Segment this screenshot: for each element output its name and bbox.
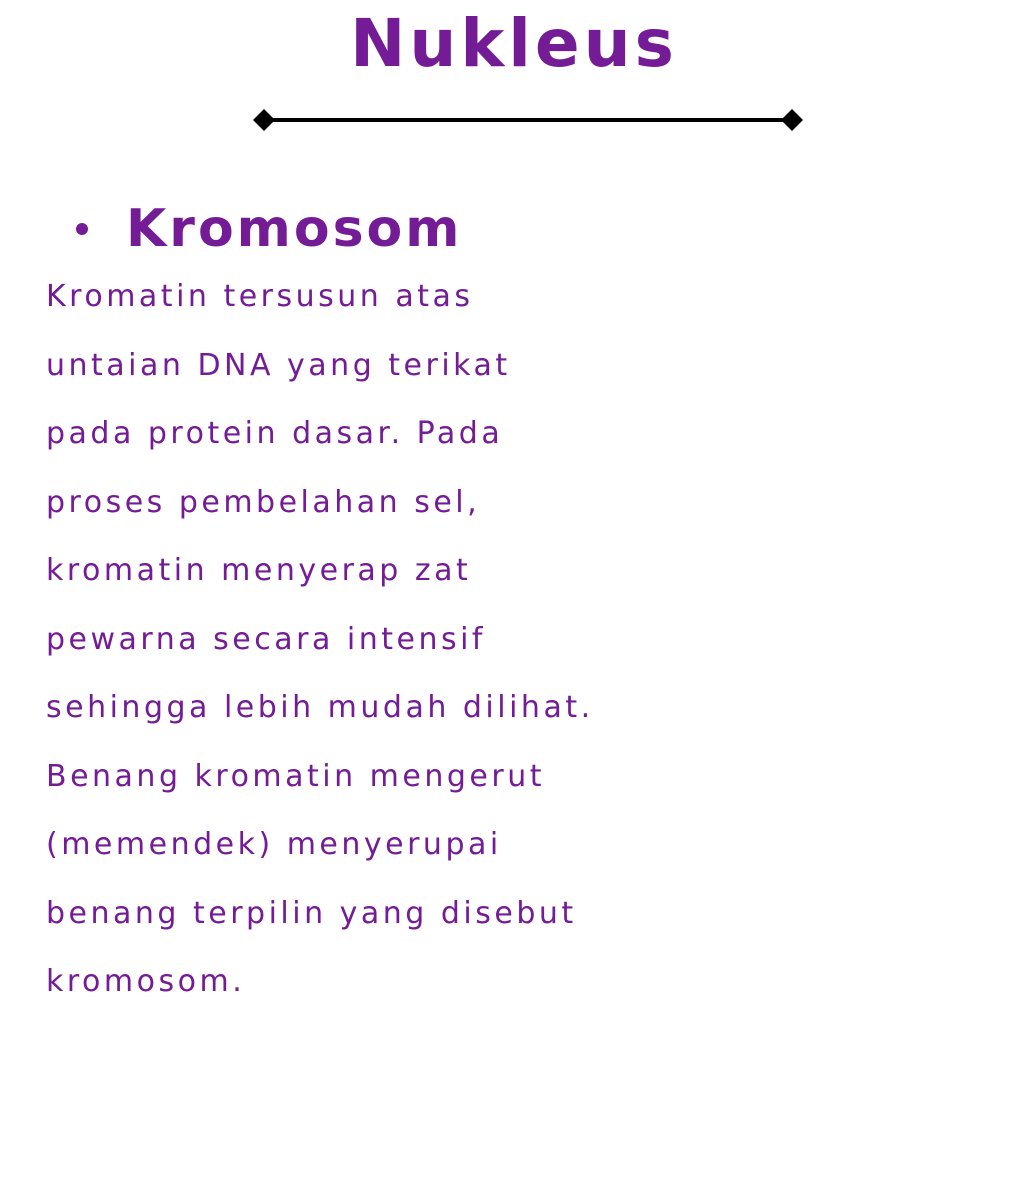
- body-line: proses pembelahan sel,: [46, 484, 481, 520]
- body-line: sehingga lebih mudah dilihat.: [46, 690, 594, 725]
- divider-left-diamond-icon: [253, 109, 275, 131]
- body-line: Kromatin tersusun atas: [46, 279, 474, 314]
- title-divider: [252, 107, 804, 133]
- divider-right-diamond-icon: [781, 109, 803, 131]
- body-line: pada protein dasar. Pada: [46, 416, 504, 451]
- bullet-icon: [76, 223, 88, 235]
- body-line: kromatin menyerap zat: [46, 553, 472, 588]
- page-title: Nukleus: [350, 5, 678, 82]
- section-heading-row: [76, 196, 462, 262]
- body-line: pewarna secara intensif: [46, 621, 486, 657]
- body-line: Benang kromatin mengerut: [46, 758, 545, 794]
- body-line: kromosom.: [46, 964, 246, 999]
- section-body: [46, 263, 1026, 1017]
- body-line: untaian DNA yang terikat: [46, 347, 511, 383]
- body-line: benang terpilin yang disebut: [46, 895, 577, 931]
- body-line: (memendek) menyerupai: [46, 827, 502, 862]
- section-heading: Kromosom: [126, 199, 463, 259]
